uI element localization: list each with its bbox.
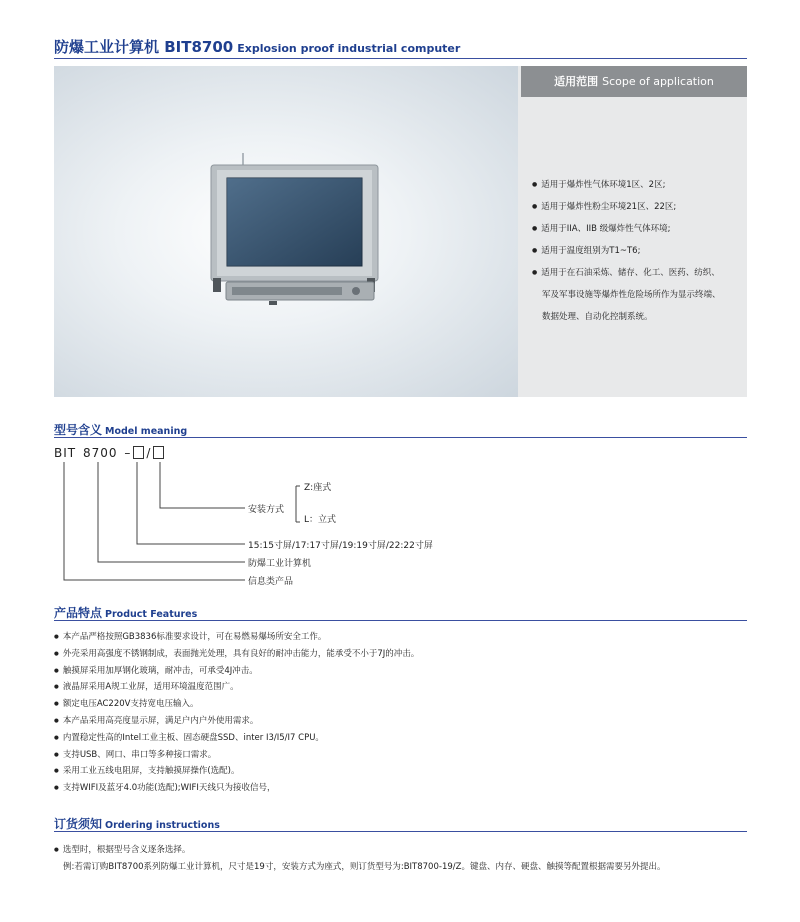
ordering-list [54, 842, 665, 876]
feature-item: ● 本产品严格按照GB3836标准要求设计，可在易燃易爆场所安全工作。 [54, 629, 419, 646]
size-options-label: 15:15寸屏/17:17寸屏/19:19寸屏/22:22寸屏 [248, 541, 433, 551]
scope-item: ● 适用于IIA、IIB 级爆炸性气体环境; [532, 218, 744, 240]
features-list [54, 629, 419, 797]
code-dash: – [124, 446, 132, 460]
install-option-l: L：立式 [304, 515, 337, 525]
ordering-heading-cn: 订货须知 [54, 817, 103, 831]
feature-item: ● 外壳采用高强度不锈钢制成，表面抛光处理，具有良好的耐冲击能力，能承受不小于7J的冲击。 [54, 646, 419, 663]
scope-item: ● 适用于温度组别为T1~T6; [532, 240, 744, 262]
code-slash: / [146, 446, 152, 460]
feature-item: ● 支持USB、网口、串口等多种接口需求。 [54, 747, 419, 764]
scope-item: ● 适用于爆炸性粉尘环境21区、22区; [532, 196, 744, 218]
scope-item-continuation: 数据处理、自动化控制系统。 [542, 312, 653, 322]
model-heading-cn: 型号含义 [54, 423, 103, 437]
scope-heading-cn: 适用范围 [554, 75, 599, 88]
install-method-label: 安装方式 [248, 505, 285, 515]
feature-item: ● 采用工业五线电阻屏，支持触摸屏操作(选配)。 [54, 763, 419, 780]
title-en: Explosion proof industrial computer [237, 42, 461, 55]
scope-item: ● 适用于在石油采炼、储存、化工、医药、纺织、 [532, 262, 744, 284]
category-label: 信息类产品 [248, 577, 294, 587]
ordering-heading-en: Ordering instructions [105, 820, 220, 831]
features-section-heading [54, 604, 197, 621]
title-cn: 防爆工业计算机 BIT8700 [54, 38, 234, 56]
install-option-z: Z:座式 [304, 483, 332, 493]
scope-item: ● 适用于爆炸性气体环境1区、2区; [532, 174, 744, 196]
features-divider [54, 620, 747, 621]
feature-item: ● 本产品采用高亮度显示屏，满足户内户外使用需求。 [54, 713, 419, 730]
feature-item: ● 液晶屏采用A规工业屏，适用环境温度范围广。 [54, 679, 419, 696]
code-prefix: BIT [54, 446, 77, 460]
code-number: 8700 [82, 446, 118, 460]
model-heading-en: Model meaning [105, 426, 188, 437]
features-heading-cn: 产品特点 [54, 606, 103, 620]
feature-item: ● 触摸屏采用加厚钢化玻璃，耐冲击，可承受4J冲击。 [54, 663, 419, 680]
features-heading-en: Product Features [105, 609, 198, 620]
feature-item: ● 支持WIFI及蓝牙4.0功能(选配);WIFI天线只为接收信号， [54, 780, 419, 797]
ordering-item: ● 选型时，根据型号含义逐条选择。 [54, 842, 665, 859]
scope-item-continuation: 军及军事设施等爆炸性危险场所作为显示终端、 [542, 290, 721, 300]
ordering-divider [54, 831, 747, 832]
feature-item: ● 额定电压AC220V支持宽电压输入。 [54, 696, 419, 713]
ordering-section-heading [54, 815, 220, 832]
product-name-label: 防爆工业计算机 [248, 559, 312, 569]
ordering-example: 例:若需订购BIT8700系列防爆工业计算机，尺寸是19寸，安装方式为座式，则订货型号为:BIT8700-19/Z。键盘、内存、硬盘、触摸等配置根据需要另外提出。 [63, 862, 666, 872]
feature-item: ● 内置稳定性高的Intel工业主板、固态硬盘SSD、inter I3/I5/I7 CPU。 [54, 730, 419, 747]
scope-heading-en: Scope of application [602, 75, 714, 88]
